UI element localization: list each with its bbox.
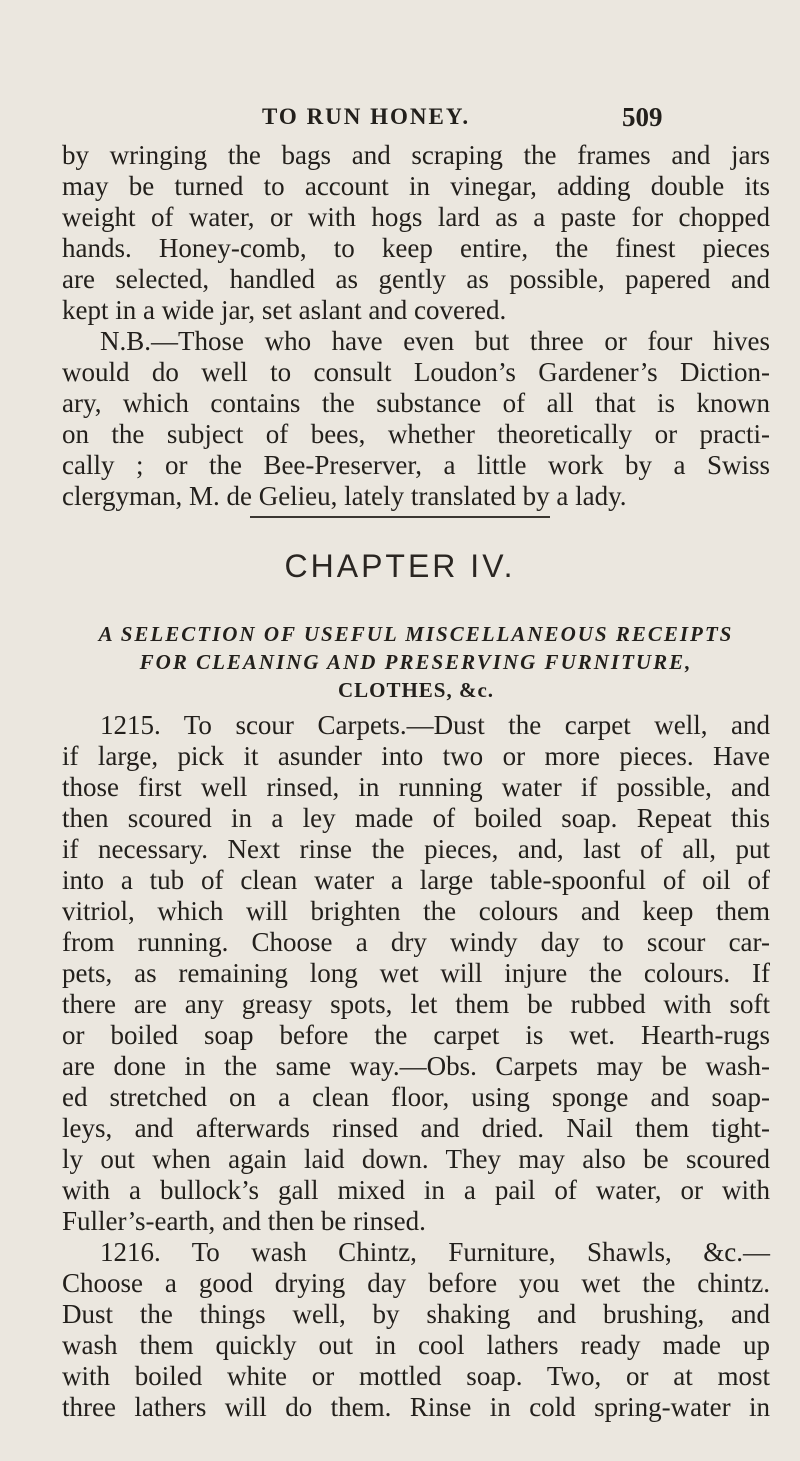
text-line: there are any greasy spots, let them be rubbed with soft bbox=[62, 989, 770, 1019]
text-line: if large, pick it asunder into two or more pieces. Have bbox=[62, 741, 770, 771]
section-divider bbox=[250, 516, 550, 518]
text-line: from running. Choose a dry windy day to scour car- bbox=[62, 927, 770, 957]
text-line: pets, as remaining long wet will injure the colours. If bbox=[62, 958, 770, 988]
text-line: three lathers will do them. Rinse in cold spring-water in bbox=[62, 1392, 770, 1422]
text-line: then scoured in a ley made of boiled soap. Repeat this bbox=[62, 803, 770, 833]
text-line: ly out when again laid down. They may also be scoured bbox=[62, 1144, 770, 1174]
text-line: N.B.—Those who have even but three or four hives bbox=[100, 326, 770, 356]
text-line: would do well to consult Loudon’s Gardener’s Diction- bbox=[62, 357, 770, 387]
text-line: ed stretched on a clean floor, using sponge and soap- bbox=[62, 1082, 770, 1112]
text-line: ary, which contains the substance of all that is known bbox=[62, 388, 770, 418]
text-line: wash them quickly out in cool lathers ready made up bbox=[62, 1330, 770, 1360]
page-number: 509 bbox=[622, 102, 663, 132]
running-header bbox=[0, 104, 800, 134]
text-line: kept in a wide jar, set aslant and covered. bbox=[62, 295, 507, 325]
chapter-subtitle-line: CLOTHES, &c. bbox=[337, 678, 495, 702]
text-line: cally ; or the Bee-Preserver, a little work by a Swiss bbox=[62, 450, 770, 480]
text-line: with boiled white or mottled soap. Two, or at most bbox=[62, 1361, 770, 1391]
text-line: vitriol, which will brighten the colours and keep them bbox=[62, 896, 770, 926]
text-line: if necessary. Next rinse the pieces, and, last of all, put bbox=[62, 834, 770, 864]
text-line: leys, and afterwards rinsed and dried. Nail them tight- bbox=[62, 1113, 770, 1143]
text-line: on the subject of bees, whether theoretically or practi- bbox=[62, 419, 770, 449]
text-line: weight of water, or with hogs lard as a paste for chopped bbox=[62, 202, 770, 232]
text-line: hands. Honey-comb, to keep entire, the finest pieces bbox=[62, 233, 770, 263]
text-line: are selected, handled as gently as possible, papered and bbox=[62, 264, 770, 294]
honey-paragraph bbox=[62, 140, 770, 512]
text-line: Dust the things well, by shaking and brushing, and bbox=[62, 1299, 770, 1329]
text-line: with a bullock’s gall mixed in a pail of water, or with bbox=[62, 1175, 770, 1205]
text-line: or boiled soap before the carpet is wet. Hearth-rugs bbox=[62, 1020, 770, 1050]
running-title: TO RUN HONEY. bbox=[262, 104, 471, 129]
chapter-subtitle-line: FOR CLEANING AND PRESERVING FURNITURE, bbox=[139, 650, 693, 674]
text-line: may be turned to account in vinegar, adding double its bbox=[62, 171, 770, 201]
text-line: Choose a good drying day before you wet the chintz. bbox=[62, 1268, 770, 1298]
text-line: those first well rinsed, in running water if possible, and bbox=[62, 772, 770, 802]
text-line: Fuller’s-earth, and then be rinsed. bbox=[62, 1206, 426, 1236]
recipe-paragraphs bbox=[62, 710, 770, 1423]
text-line: are done in the same way.—Obs. Carpets may be wash- bbox=[62, 1051, 770, 1081]
chapter-subtitle-line: A SELECTION OF USEFUL MISCELLANEOUS RECEIPTS bbox=[98, 622, 734, 646]
text-line: into a tub of clean water a large table-spoonful of oil of bbox=[62, 865, 770, 895]
chapter-title: CHAPTER IV. bbox=[284, 548, 516, 584]
recipe-1215-heading-line: 1215. To scour Carpets.—Dust the carpet well, and bbox=[100, 710, 770, 740]
text-line: by wringing the bags and scraping the frames and jars bbox=[62, 140, 770, 170]
recipe-1216-heading-line: 1216. To wash Chintz, Furniture, Shawls, &c.— bbox=[100, 1237, 770, 1267]
text-line: clergyman, M. de Gelieu, lately translated by a lady. bbox=[62, 481, 627, 511]
